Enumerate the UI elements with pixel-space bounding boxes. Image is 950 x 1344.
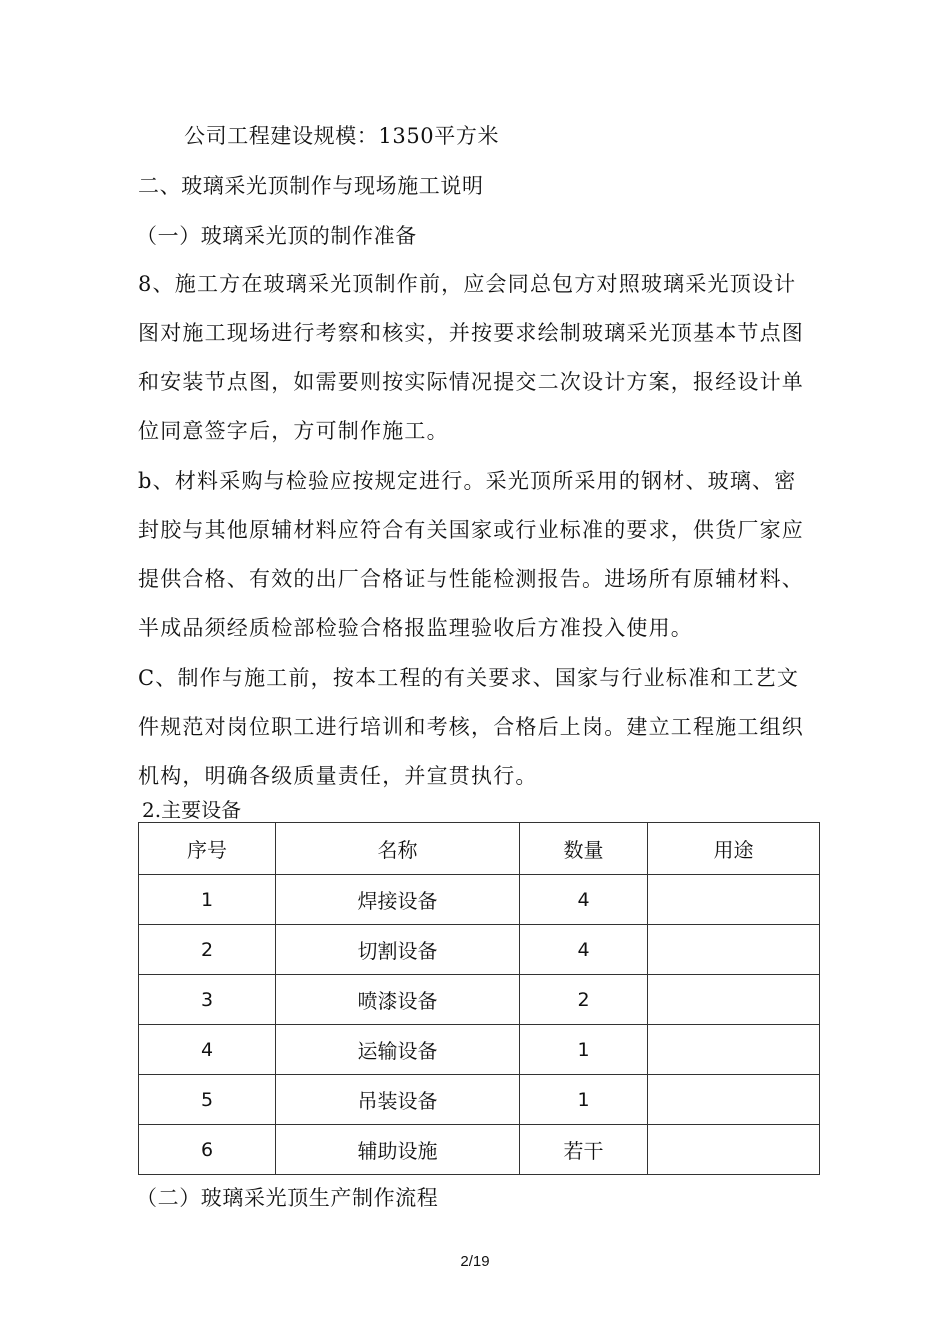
column-header-quantity: 数量 [520,823,648,875]
table-row [139,925,820,975]
cell-name: 切割设备 [276,925,520,975]
table-row [139,875,820,925]
cell-name: 辅助设施 [276,1125,520,1175]
cell-index: 2 [139,925,276,975]
project-scale-line: 公司工程建设规模：1350平方米 [184,124,500,148]
cell-purpose [648,925,820,975]
paragraph-line: 件规范对岗位职工进行培训和考核，合格后上岗。建立工程施工组织 [138,715,804,739]
cell-name: 运输设备 [276,1025,520,1075]
subsection-heading: （二）玻璃采光顶生产制作流程 [136,1186,439,1210]
cell-name: 喷漆设备 [276,975,520,1025]
table-row [139,1025,820,1075]
cell-quantity: 若干 [520,1125,648,1175]
cell-quantity: 4 [520,875,648,925]
cell-purpose [648,1025,820,1075]
paragraph-line: 提供合格、有效的出厂合格证与性能检测报告。进场所有原辅材料、 [138,567,804,591]
paragraph-line: 机构，明确各级质量责任，并宣贯执行。 [138,764,538,788]
paragraph-line: 位同意签字后，方可制作施工。 [138,419,449,443]
paragraph-line: 图对施工现场进行考察和核实，并按要求绘制玻璃采光顶基本节点图 [138,321,804,345]
cell-purpose [648,1075,820,1125]
cell-purpose [648,1125,820,1175]
cell-quantity: 1 [520,1075,648,1125]
cell-index: 3 [139,975,276,1025]
paragraph-line: 8、施工方在玻璃采光顶制作前，应会同总包方对照玻璃采光顶设计 [138,272,797,296]
column-header-name: 名称 [276,823,520,875]
paragraph-line: b、材料采购与检验应按规定进行。采光顶所采用的钢材、玻璃、密 [138,469,797,493]
table-row [139,1125,820,1175]
cell-purpose [648,875,820,925]
cell-name: 吊装设备 [276,1075,520,1125]
section-heading: 二、玻璃采光顶制作与现场施工说明 [138,174,484,198]
equipment-table [138,822,820,1175]
cell-index: 1 [139,875,276,925]
column-header-purpose: 用途 [648,823,820,875]
cell-index: 4 [139,1025,276,1075]
cell-quantity: 2 [520,975,648,1025]
paragraph-a [138,264,818,460]
table-header-row [139,823,820,875]
cell-index: 5 [139,1075,276,1125]
paragraph-line: 和安装节点图，如需要则按实际情况提交二次设计方案，报经设计单 [138,370,804,394]
table-row [139,975,820,1025]
paragraph-b [138,461,818,657]
paragraph-line: 半成品须经质检部检验合格报监理验收后方准投入使用。 [138,616,693,640]
paragraph-line: 封胶与其他原辅材料应符合有关国家或行业标准的要求，供货厂家应 [138,518,804,542]
equipment-heading: 2.主要设备 [142,798,242,822]
cell-purpose [648,975,820,1025]
cell-name: 焊接设备 [276,875,520,925]
cell-index: 6 [139,1125,276,1175]
subsection-heading: （一）玻璃采光顶的制作准备 [136,224,417,248]
cell-quantity: 1 [520,1025,648,1075]
paragraph-line: C、制作与施工前，按本工程的有关要求、国家与行业标准和工艺文 [138,666,800,690]
page-number: 2/19 [460,1253,490,1270]
column-header-index: 序号 [139,823,276,875]
cell-quantity: 4 [520,925,648,975]
table-row [139,1075,820,1125]
paragraph-c [138,658,818,805]
